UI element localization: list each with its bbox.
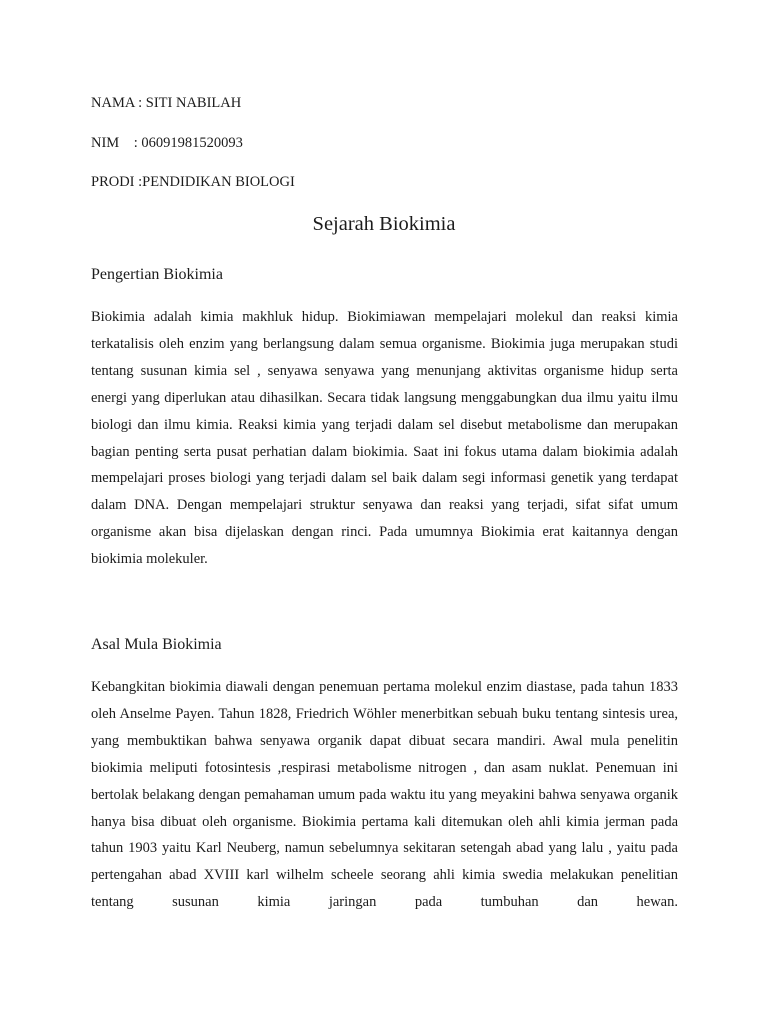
section-heading-pengertian: Pengertian Biokimia (91, 266, 223, 283)
document-title: Sejarah Biokimia (312, 213, 456, 235)
section-paragraph-pengertian: Biokimia adalah kimia makhluk hidup. Biokimiawan mempelajari molekul dan reaksi kimia terkatalisis oleh enzim yang berlangsung dalam semua organisme. Biokimia juga merupakan studi tentang susunan kimia sel , senyawa senyawa yang menunjang aktivitas organisme hidup serta energi yang diperlukan atau dihasilkan. Secara tidak langsung menggabungkan dua ilmu yaitu ilmu biologi dan ilmu kimia. Reaksi kimia yang terjadi dalam sel disebut metabolisme dan merupakan bagian penting serta pusat perhatian dalam biokimia. Saat ini fokus utama dalam biokimia adalah mempelajari proses biologi yang terjadi dalam sel baik dalam segi informasi genetik yang terdapat dalam DNA. Dengan mempelajari struktur senyawa dan reaksi yang terjadi, sifat sifat umum organisme akan bisa dijelaskan dengan rinci. Pada umumnya Biokimia erat kaitannya dengan biokimia molekuler. (91, 309, 678, 568)
study-program-line: PRODI :PENDIDIKAN BIOLOGI (91, 174, 295, 190)
section-paragraph-asal-mula: Kebangkitan biokimia diawali dengan penemuan pertama molekul enzim diastase, pada tahun 1833 oleh Anselme Payen. Tahun 1828, Friedrich Wöhler menerbitkan sebuah buku tentang sintesis urea, yang membuktikan bahwa senyawa organik dapat dibuat secara mandiri. Awal mula penelitin biokimia meliputi fotosintesis ,respirasi metabolisme nitrogen , dan asam nuklat. Penemuan ini bertolak belakang dengan pemahaman umum pada waktu itu yang meyakini bahwa senyawa organik hanya bisa dibuat oleh organisme. Biokimia pertama kali ditemukan oleh ahli kimia jerman pada tahun 1903 yaitu Karl Neuberg, namun sebelumnya sekitaran setengah abad yang lalu , yaitu pada pertengahan abad XVIII karl wilhelm scheele seorang ahli kimia swedia melakukan penelitian tentang susunan kimia jaringan pada tumbuhan dan hewan. (91, 679, 678, 911)
student-name-line: NAMA : SITI NABILAH (91, 95, 242, 111)
section-heading-asal-mula: Asal Mula Biokimia (91, 636, 222, 653)
student-nim-line: NIM : 06091981520093 (91, 135, 243, 151)
